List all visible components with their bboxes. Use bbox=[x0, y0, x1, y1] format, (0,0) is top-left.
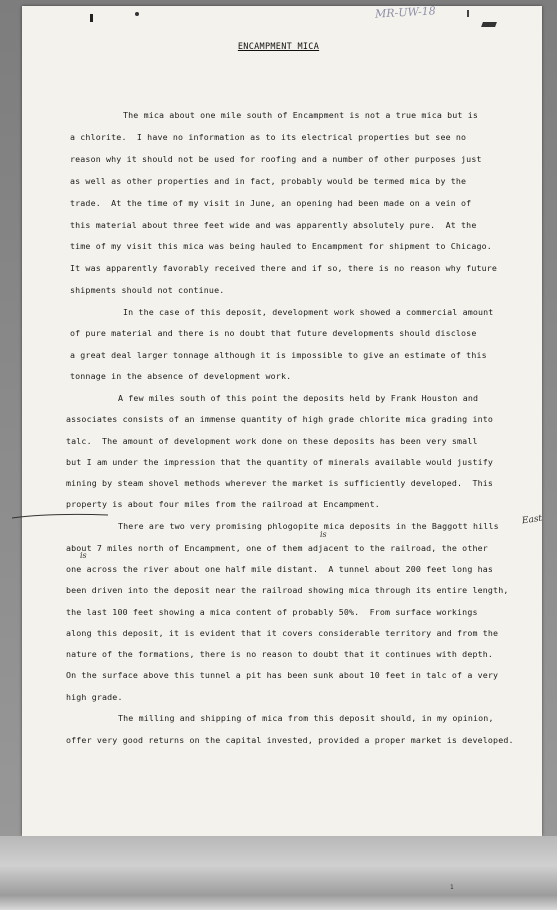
body-line: about 7 miles north of Encampment, one of them adjacent to the railroad, the other bbox=[66, 543, 488, 553]
pen-stroke-mark bbox=[10, 512, 110, 520]
body-line: been driven into the deposit near the railroad showing mica through its entire length, bbox=[66, 585, 509, 595]
scanner-shadow bbox=[0, 836, 557, 910]
punch-mark-center bbox=[135, 12, 139, 16]
body-line: tonnage in the absence of development work. bbox=[70, 371, 292, 381]
body-line: nature of the formations, there is no reason to doubt that it continues with depth. bbox=[66, 649, 494, 659]
body-line: associates consists of an immense quantity of high grade chlorite mica grading into bbox=[66, 414, 494, 424]
body-line: but I am under the impression that the quantity of minerals available would justify bbox=[66, 457, 494, 467]
handwritten-margin-note: East bbox=[521, 513, 543, 527]
handwritten-insertion: is bbox=[320, 530, 327, 539]
body-line: reason why it should not be used for roofing and a number of other purposes just bbox=[70, 154, 482, 164]
page-number: 1 bbox=[450, 884, 454, 891]
tape-mark-right bbox=[481, 22, 497, 27]
body-line: It was apparently favorably received there and if so, there is no reason why future bbox=[70, 263, 498, 273]
body-line: this material about three feet wide and was apparently absolutely pure. At the bbox=[70, 220, 477, 230]
body-line: as well as other properties and in fact, probably would be termed mica by the bbox=[70, 176, 467, 186]
body-line: shipments should not continue. bbox=[70, 285, 225, 295]
body-line: time of my visit this mica was being hauled to Encampment for shipment to Chicago. bbox=[70, 241, 492, 251]
document-title bbox=[0, 42, 557, 52]
body-line: The milling and shipping of mica from this deposit should, in my opinion, bbox=[118, 713, 494, 723]
body-line: along this deposit, it is evident that it covers considerable territory and from the bbox=[66, 628, 499, 638]
body-line: In the case of this deposit, development work showed a commercial amount bbox=[123, 307, 494, 317]
body-line: offer very good returns on the capital invested, provided a proper market is developed. bbox=[66, 735, 514, 745]
archive-reference: MR-UW-18 bbox=[374, 4, 437, 21]
body-line: There are two very promising phlogopite mica deposits in the Baggott hills bbox=[118, 521, 499, 531]
body-line: a chlorite. I have no information as to its electrical properties but see no bbox=[70, 132, 467, 142]
body-line: mining by steam shovel methods wherever the market is sufficiently developed. This bbox=[66, 478, 494, 488]
body-line: of pure material and there is no doubt that future developments should disclose bbox=[70, 328, 477, 338]
body-line: a great deal larger tonnage although it is impossible to give an estimate of this bbox=[70, 350, 487, 360]
body-line: On the surface above this tunnel a pit has been sunk about 10 feet in talc of a very bbox=[66, 670, 499, 680]
body-line: the last 100 feet showing a mica content of probably 50%. From surface workings bbox=[66, 607, 478, 617]
body-line: The mica about one mile south of Encampment is not a true mica but is bbox=[123, 110, 479, 120]
body-line: one across the river about one half mile distant. A tunnel about 200 feet long has bbox=[66, 564, 494, 574]
document-title-text: ENCAMPMENT MICA bbox=[237, 42, 320, 52]
body-line: trade. At the time of my visit in June, an opening had been made on a vein of bbox=[70, 198, 472, 208]
body-line: talc. The amount of development work done on these deposits has been very small bbox=[66, 436, 478, 446]
tick-mark-right bbox=[467, 10, 469, 17]
handwritten-insertion: is bbox=[80, 551, 87, 560]
body-line: A few miles south of this point the deposits held by Frank Houston and bbox=[118, 393, 479, 403]
punch-mark-left bbox=[90, 14, 93, 22]
body-line: high grade. bbox=[66, 692, 123, 702]
body-line: property is about four miles from the railroad at Encampment. bbox=[66, 499, 380, 509]
